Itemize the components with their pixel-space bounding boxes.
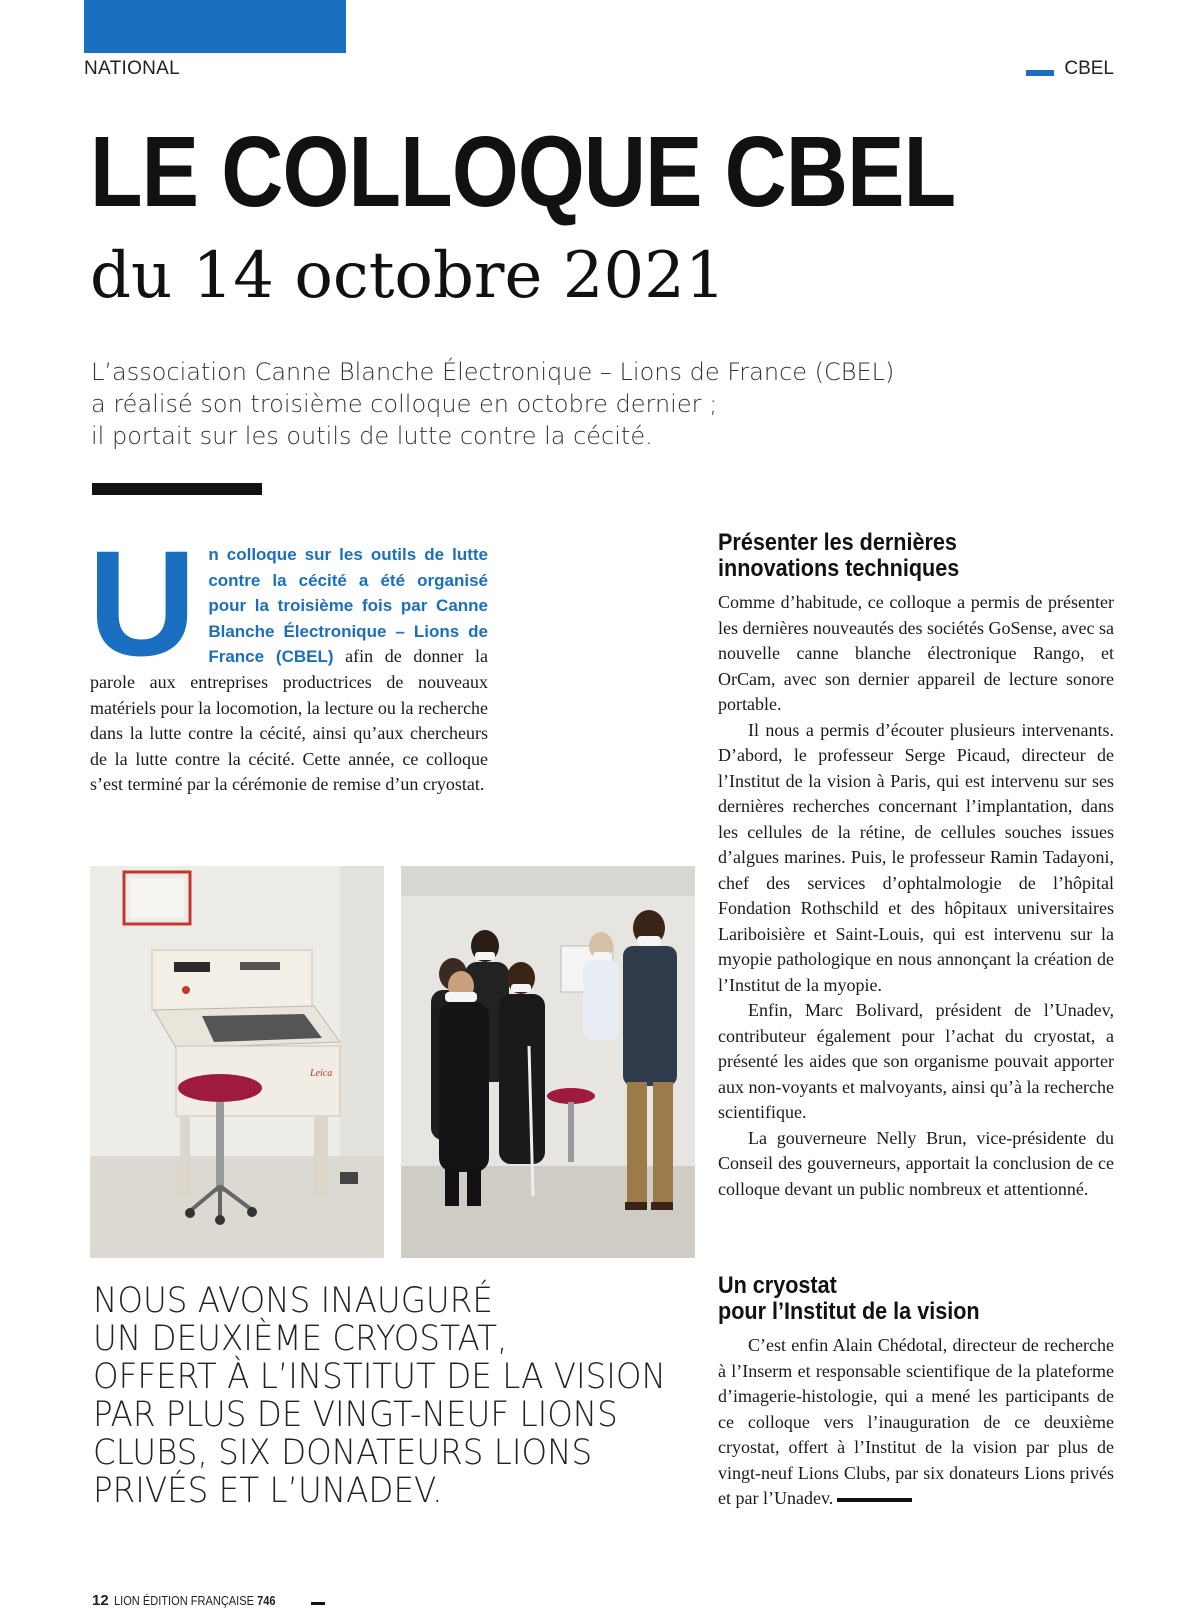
paragraph: Il nous a permis d’écouter plusieurs intervenants. D’abord, le professeur Serge Picaud, directeur de l’Institut de la vision à Paris, qui est intervenu sur ses dernières recherches concernant l’implantation, dans les cellules de la rétine, de cellules souches issues d’algues marines. Puis, le professeur Ramin Tadayoni, chef des services d’ophtalmologie de l’hôpital Fondation Rothschild et des hôpitaux universitaires Lariboisière et Saint-Louis, qui est intervenu sur la myopie pathologique en nous annonçant la création de l’Institut de la myopie.: [718, 719, 1114, 995]
quote-line: OFFERT À L’INSTITUT DE LA VISION: [93, 1357, 666, 1397]
lead-bold-text: n colloque sur les outils de lutte contre la cécité a été organisé pour la troisième fois par Canne Blanche Électronique – Lions de France (CBEL): [208, 545, 488, 667]
intro-line: il portait sur les outils de lutte contre la cécité.: [91, 422, 653, 450]
title-divider: [92, 483, 262, 495]
section1-body: [718, 590, 1114, 1202]
footer-dash: [311, 1602, 325, 1605]
drop-cap: U: [88, 519, 197, 687]
rubric-text: CBEL: [1064, 58, 1114, 79]
lead-paragraph: [88, 519, 488, 798]
paragraph: Comme d’habitude, ce colloque a permis de présenter les dernières nouveautés des sociétés GoSense, avec sa nouvelle canne blanche électronique Rango, et OrCam, avec son dernier appareil de lecture sonore portable.: [718, 592, 1114, 714]
issue-number: 746: [256, 1593, 276, 1608]
intro-line: L’association Canne Blanche Électronique – Lions de France (CBEL): [91, 358, 895, 386]
end-mark: [837, 1498, 912, 1502]
photo-group-illustration: [401, 866, 695, 1258]
paragraph-text: C’est enfin Alain Chédotal, directeur de recherche à l’Inserm et responsable scientifique de la plateforme d’imagerie-histologie, qui a mené les participants de ce colloque vers l’inauguration de ce deuxième cryostat, offert à l’Institut de la vision par plus de vingt-neuf Lions Clubs, par six donateurs Lions privés et par l’Unadev.: [718, 1335, 1114, 1508]
photo-cryostat-illustration: [90, 866, 384, 1258]
paragraph: [718, 1333, 1114, 1512]
paragraph: Enfin, Marc Bolivard, président de l’Unadev, contributeur également pour l’achat du cryostat, a présenté les aides que son organisme pouvait apporter aux non-voyants et malvoyants, ainsi qu’à la recherche scientifique.: [718, 1000, 1114, 1122]
intro-paragraph: [91, 356, 991, 452]
quote-line: CLUBS, SIX DONATEURS LIONS: [93, 1433, 593, 1473]
section1-heading-text: [718, 530, 1074, 582]
lead-text: afin de donner la parole aux entreprises productrices de nouveaux matériels pour la locomotion, la lecture ou la recherche dans la lutte contre la cécité, ainsi qu’aux chercheurs de la lutte contre la cécité. Cette année, ce colloque s’est terminé par la cérémonie de remise d’un cryostat.: [90, 646, 488, 795]
pull-quote: [93, 1282, 670, 1510]
intro-line: a réalisé son troisième colloque en octobre dernier ;: [91, 390, 718, 418]
rubric-label: [1026, 58, 1114, 80]
page-footer: [92, 1592, 325, 1609]
quote-line: NOUS AVONS INAUGURÉ: [93, 1281, 493, 1321]
page-title: LE COLLOQUE CBEL: [90, 116, 956, 228]
page-subtitle: du 14 octobre 2021: [90, 239, 726, 313]
section2-heading-text: [718, 1273, 1074, 1325]
photo-brand-label: Leica: [310, 1068, 333, 1079]
section2-body: [718, 1333, 1114, 1512]
quote-line: UN DEUXIÈME CRYOSTAT,: [93, 1319, 508, 1359]
section2-heading: [718, 1273, 1114, 1325]
header-color-bar: [84, 0, 346, 53]
page-number: 12: [92, 1592, 109, 1609]
paragraph: La gouverneure Nelly Brun, vice-présidente du Conseil des gouverneurs, apportait la conclusion de ce colloque devant un public nombreux et attentionné.: [718, 1127, 1114, 1199]
photo-cryostat: [90, 866, 384, 1258]
quote-line: PAR PLUS DE VINGT-NEUF LIONS: [93, 1395, 618, 1435]
heading-line: Un cryostat: [718, 1272, 837, 1299]
rubric-dash: [1026, 70, 1054, 76]
quote-line: PRIVÉS ET L’UNADEV.: [93, 1471, 443, 1511]
section1-heading: [718, 530, 1114, 582]
magazine-name-text: LION ÉDITION FRANÇAISE: [113, 1593, 254, 1608]
photo-group: [401, 866, 695, 1258]
heading-line: innovations techniques: [718, 555, 960, 582]
magazine-name: [114, 1593, 276, 1608]
section-label: NATIONAL: [84, 58, 181, 79]
heading-line: Présenter les dernières: [718, 529, 957, 556]
heading-line: pour l’Institut de la vision: [718, 1298, 980, 1325]
